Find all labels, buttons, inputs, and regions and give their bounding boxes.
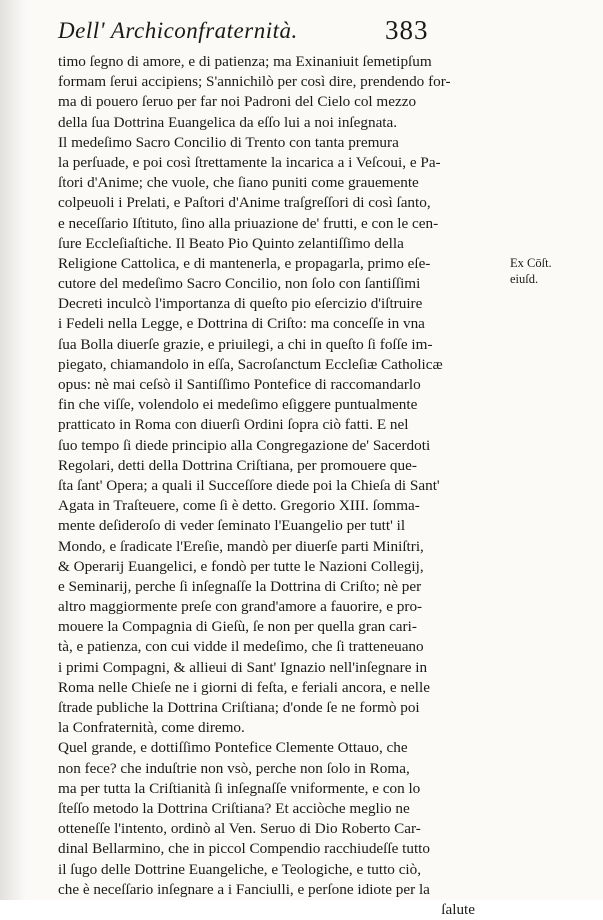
text-line: Mondo, e ſradicate l'Ereſie, mandò per diuerſe parti Miniſtri, xyxy=(58,537,424,555)
text-line: colpeuoli i Prelati, e Paſtori d'Anime traſgreſſori di così ſanto, xyxy=(58,194,431,212)
text-line: ma di pouero ſeruo per far noi Padroni del Cielo col mezzo xyxy=(58,93,417,111)
text-line: Decreti inculcò l'importanza di queſto pio eſercizio d'iſtruire xyxy=(58,295,423,313)
text-line: timo ſegno di amore, e di patienza; ma Exinaniuit ſemetipſum xyxy=(58,53,432,70)
text-line: Regolari, detti della Dottrina Criſtiana, per promouere que- xyxy=(58,456,417,474)
text-line: ſteſſo metodo la Dottrina Criſtiana? Et acciòche meglio ne xyxy=(58,799,410,817)
text-line: il ſugo delle Dottrine Euangeliche, e Teologiche, e tutto ciò, xyxy=(58,860,422,878)
text-line: Agata in Traſteuere, come ſi è detto. Gregorio XIII. ſomma- xyxy=(58,497,420,515)
text-line: tà, e patienza, con cui vidde il medeſimo, che ſi tratteneuano xyxy=(58,638,424,656)
body-text xyxy=(58,52,503,920)
running-title: Dell' Archiconfraternità. xyxy=(58,18,298,43)
text-line: ma per tutta la Criſtianità ſi inſegnaſſe vniformente, e con lo xyxy=(58,779,421,797)
text-line: pratticato in Roma con diuerſi Ordini ſopra ciò fatti. E nel xyxy=(58,416,409,434)
margin-note-line: eiuſd. xyxy=(510,272,539,286)
text-line: i Fedeli nella Legge, e Dottrina di Criſto: ma conceſſe in vna xyxy=(58,315,425,333)
text-line: mente deſideroſo di veder ſeminato l'Euangelio per tutt' il xyxy=(58,517,406,535)
text-line: i primi Compagni, & allieui di Sant' Ignazio nell'inſegnare in xyxy=(58,658,428,676)
text-line: e Seminarij, perche ſi inſegnaſſe la Dottrina di Criſto; nè per xyxy=(58,577,422,595)
text-line: ſta ſant' Opera; a quali il Succeſſore diede poi la Chieſa di Sant' xyxy=(58,476,440,494)
text-line: Il medeſimo Sacro Concilio di Trento con tanta premura xyxy=(58,133,399,151)
text-line: piegato, chiamandolo in eſſa, Sacroſanctum Eccleſiæ Catholicæ xyxy=(58,355,443,373)
margin-note-line: Ex Cōſt. xyxy=(510,256,552,270)
text-line: ſtori d'Anime; che vuole, che ſiano puniti come grauemente xyxy=(58,174,419,192)
bleed-through-text xyxy=(575,600,601,614)
text-line: la perſuade, e poi così ſtrettamente la incarica a i Veſcoui, e Pa- xyxy=(58,153,441,171)
text-line: non fece? che induſtrie non vsò, perche non ſolo in Roma, xyxy=(58,759,410,777)
text-line: la Confraternità, come diremo. xyxy=(58,719,245,737)
text-line: otteneſſe l'intento, ordinò al Ven. Seruo di Dio Roberto Car- xyxy=(58,820,421,838)
text-line: & Operarij Euangelici, e fondò per tutte le Nazioni Collegij, xyxy=(58,557,424,575)
text-line: fin che viſſe, volendolo ei medeſimo eſiggere puntualmente xyxy=(58,396,418,414)
text-line: ſtrade publiche la Dottrina Criſtiana; d'onde ſe ne formò poi xyxy=(58,699,420,716)
text-line: ſua Bolla diuerſe grazie, e priuilegi, a chi in queſto ſi foſſe im- xyxy=(58,335,433,353)
text-line: ſure Eccleſiaſtiche. Il Beato Pio Quinto zelantiſſimo della xyxy=(58,234,404,252)
text-line: e neceſſario Iſtituto, ſino alla priuazione de' frutti, e con le cen- xyxy=(58,214,439,232)
text-line: ſuo tempo ſi diede principio alla Congregazione de' Sacerdoti xyxy=(58,436,431,454)
text-line: Religione Cattolica, e di mantenerla, e propagarla, primo eſe- xyxy=(58,254,431,272)
text-line: della ſua Dottrina Euangelica da eſſo lui a noi inſegnata. xyxy=(58,113,398,131)
page-header xyxy=(58,15,488,50)
text-line: mouere la Compagnia di Gieſù, ſe non per quella gran cari- xyxy=(58,618,417,636)
text-line: altro maggiormente preſe con grand'amore a fauorire, e pro- xyxy=(58,598,423,616)
catchword: ſalute xyxy=(441,900,475,918)
text-line: che è neceſſario inſegnare a i Fanciulli, e perſone idiote per la xyxy=(58,880,430,898)
text-line: formam ſerui accipiens; S'annichilò per così dire, prendendo for- xyxy=(58,73,451,91)
text-line: Quel grande, e dottiſſimo Pontefice Clemente Ottauo, che xyxy=(58,739,408,757)
text-line: Roma nelle Chieſe ne i giorni di feſta, e feriali ancora, e nelle xyxy=(58,678,430,696)
text-line: cutore del medeſimo Sacro Concilio, non ſolo con ſantiſſimi xyxy=(58,275,421,293)
page-number: 383 xyxy=(385,15,429,45)
margin-note xyxy=(510,255,580,287)
text-line: dinal Bellarmino, che in piccol Compendio racchiudeſſe tutto xyxy=(58,840,430,858)
text-line: opus: nè mai ceſsò il Santiſſimo Pontefice di raccomandarlo xyxy=(58,376,421,393)
